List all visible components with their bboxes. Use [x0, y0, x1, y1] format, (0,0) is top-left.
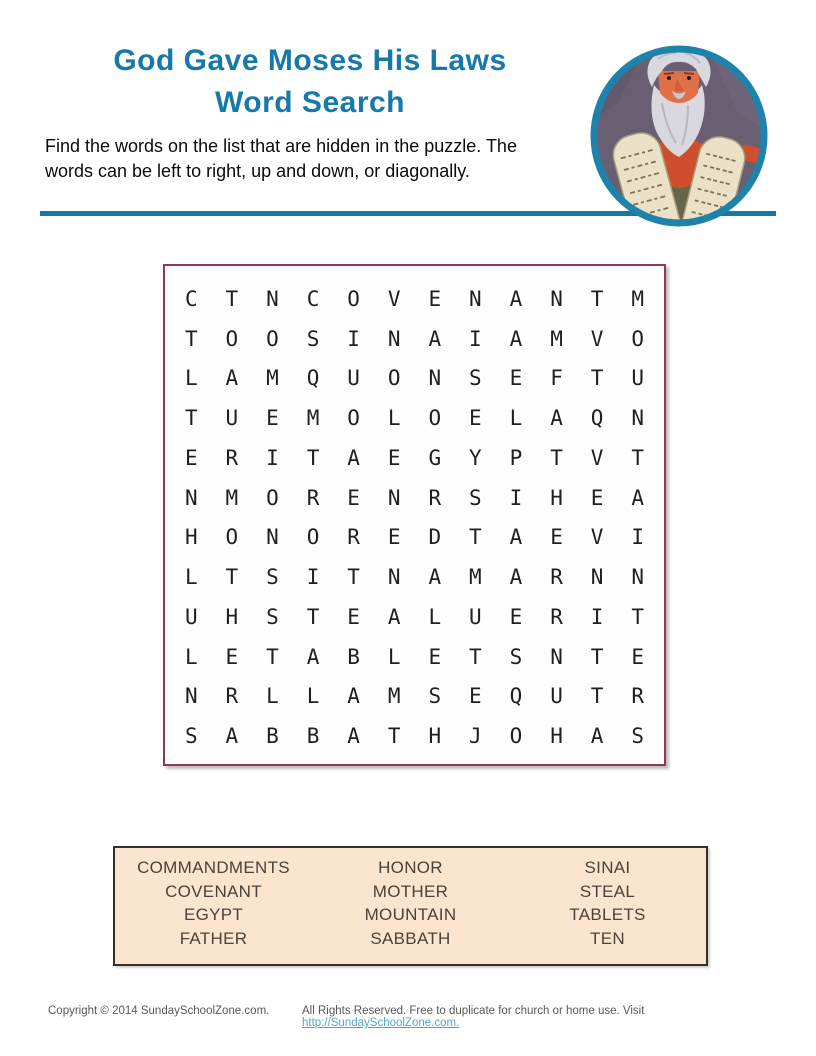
word-list-item: EGYPT	[183, 905, 244, 924]
grid-letter-r9c6: A	[387, 604, 401, 629]
word-column-2	[312, 856, 509, 950]
grid-letter-r8c11: N	[590, 565, 604, 590]
grid-letter-r3c7: N	[428, 366, 442, 391]
page-title	[0, 40, 620, 124]
grid-letter-r9c10: R	[550, 604, 563, 629]
grid-letter-r6c11: E	[590, 485, 604, 510]
grid-letter-r7c2: O	[225, 525, 239, 550]
grid-letter-r2c1: T	[184, 326, 198, 351]
word-list-item: SABBATH	[370, 928, 451, 948]
grid-letter-r3c10: F	[550, 366, 563, 391]
grid-letter-r3c2: A	[225, 366, 239, 391]
grid-letter-r2c8: I	[469, 326, 482, 351]
grid-letter-r6c8: S	[469, 485, 482, 510]
grid-letter-r3c1: L	[184, 366, 198, 391]
grid-letter-r11c8: E	[469, 684, 482, 709]
grid-letter-r3c11: T	[590, 366, 604, 391]
grid-letter-r9c7: L	[428, 604, 442, 629]
grid-letter-r8c8: M	[469, 565, 482, 590]
grid-letter-r3c6: O	[387, 366, 401, 391]
grid-letter-r4c6: L	[387, 406, 401, 431]
grid-letter-r6c1: N	[184, 485, 198, 510]
grid-letter-r12c2: A	[225, 724, 239, 749]
grid-letter-r9c9: E	[509, 604, 523, 629]
grid-letter-r12c6: T	[387, 724, 401, 749]
grid-letter-r2c7: A	[428, 326, 442, 351]
grid-letter-r8c7: A	[428, 565, 442, 590]
grid-letter-r8c3: S	[266, 565, 279, 590]
grid-letter-r5c1: E	[184, 445, 198, 470]
word-list-item: SINAI	[584, 858, 631, 877]
grid-letter-r9c11: I	[590, 604, 604, 629]
grid-letter-r5c7: G	[428, 445, 442, 470]
grid-letter-r12c4: B	[306, 724, 320, 749]
grid-letter-r7c10: E	[550, 525, 563, 550]
grid-letter-r1c11: T	[590, 286, 604, 311]
grid-letter-r9c2: H	[225, 604, 239, 629]
grid-letter-r11c12: R	[631, 684, 645, 709]
grid-letter-r12c10: H	[550, 724, 563, 749]
grid-letter-r1c1: C	[184, 286, 198, 311]
grid-letter-r1c8: N	[469, 286, 482, 311]
grid-letter-r6c4: R	[306, 485, 320, 510]
grid-letter-r12c7: H	[428, 724, 442, 749]
grid-letter-r11c3: L	[266, 684, 279, 709]
grid-letter-r5c2: R	[225, 445, 239, 470]
grid-letter-r1c4: C	[306, 286, 320, 311]
grid-letter-r5c5: A	[347, 445, 360, 470]
grid-letter-r5c8: Y	[469, 445, 482, 470]
grid-letter-r12c5: A	[347, 724, 360, 749]
grid-letter-r10c12: E	[631, 644, 645, 669]
word-list-item: COMMANDMENTS	[137, 858, 290, 877]
grid-letter-r12c12: S	[631, 724, 645, 749]
grid-letter-r9c4: T	[306, 604, 320, 629]
grid-letter-r3c12: U	[631, 366, 645, 391]
grid-letter-r2c10: M	[550, 326, 563, 351]
grid-letter-r9c8: U	[469, 604, 482, 629]
grid-letter-r12c1: S	[184, 724, 198, 749]
grid-letter-r5c4: T	[306, 445, 320, 470]
instructions-line1: Find the words on the list that are hidden in the puzzle. The	[45, 136, 517, 156]
grid-letter-r3c3: M	[266, 366, 279, 391]
instructions-text	[45, 134, 585, 184]
grid-letter-r4c11: Q	[590, 406, 604, 431]
grid-letter-r4c4: M	[306, 406, 320, 431]
word-list-item: MOUNTAIN	[364, 905, 457, 924]
grid-letter-r3c8: S	[469, 366, 482, 391]
grid-letter-r1c3: N	[266, 286, 279, 311]
sundayschoolzone-link[interactable]: http://SundaySchoolZone.com.	[302, 1017, 460, 1029]
grid-letter-r9c12: T	[631, 604, 645, 629]
word-list-box	[113, 846, 708, 966]
grid-letter-r6c6: N	[387, 485, 401, 510]
grid-letter-r5c12: T	[631, 445, 645, 470]
grid-letter-r1c9: A	[509, 286, 523, 311]
grid-letter-r11c11: T	[590, 684, 604, 709]
grid-letter-r10c11: T	[590, 644, 604, 669]
grid-letter-r7c6: E	[387, 525, 401, 550]
grid-letter-r5c11: V	[590, 445, 604, 470]
grid-letter-r10c8: T	[469, 644, 482, 669]
grid-letter-r1c6: V	[387, 286, 401, 311]
grid-letter-r3c4: Q	[306, 366, 320, 391]
grid-letter-r2c5: I	[347, 326, 360, 351]
grid-letter-r6c9: I	[509, 485, 523, 510]
grid-letter-r4c10: A	[550, 406, 563, 431]
word-list-item: FATHER	[179, 928, 248, 948]
moses-illustration	[588, 43, 770, 229]
grid-letter-r11c9: Q	[509, 684, 523, 709]
grid-letter-r8c2: T	[225, 565, 239, 590]
grid-letter-r4c2: U	[225, 406, 239, 431]
grid-letter-r7c3: N	[266, 525, 279, 550]
grid-letter-r10c10: N	[550, 644, 563, 669]
grid-letter-r7c9: A	[509, 525, 523, 550]
grid-letter-r8c1: L	[184, 565, 198, 590]
grid-letter-r1c10: N	[550, 286, 563, 311]
grid-letter-r2c6: N	[387, 326, 401, 351]
word-column-3	[509, 856, 706, 950]
grid-letter-r6c7: R	[428, 485, 442, 510]
grid-letter-r2c3: O	[266, 326, 279, 351]
grid-letter-r6c2: M	[225, 485, 239, 510]
grid-letter-r2c2: O	[225, 326, 239, 351]
grid-letter-r12c11: A	[590, 724, 604, 749]
grid-letter-r10c4: A	[306, 644, 320, 669]
grid-letter-r7c11: V	[590, 525, 604, 550]
grid-letter-r3c5: U	[347, 366, 360, 391]
grid-letter-r1c2: T	[225, 286, 239, 311]
moses-with-tablets-icon	[588, 43, 770, 229]
grid-letter-r11c1: N	[184, 684, 198, 709]
grid-letter-r11c6: M	[387, 684, 401, 709]
grid-letter-r11c10: U	[550, 684, 563, 709]
grid-letter-r9c5: E	[347, 604, 360, 629]
grid-letter-r12c9: O	[509, 724, 523, 749]
grid-letter-r3c9: E	[509, 366, 523, 391]
rights-statement: All Rights Reserved. Free to duplicate for church or home use. Visit	[302, 1005, 645, 1017]
grid-letter-r9c3: S	[266, 604, 279, 629]
grid-letter-r1c12: M	[631, 286, 645, 311]
grid-letter-r10c1: L	[184, 644, 198, 669]
grid-letter-r2c9: A	[509, 326, 523, 351]
grid-letter-r6c12: A	[631, 485, 645, 510]
grid-letter-r8c4: I	[306, 565, 320, 590]
word-list-item: MOTHER	[372, 881, 449, 901]
grid-letter-r11c5: A	[347, 684, 360, 709]
grid-letter-r8c12: N	[631, 565, 645, 590]
grid-letter-r7c1: H	[184, 525, 198, 550]
page-title-line1: God Gave Moses His Laws	[113, 44, 507, 77]
grid-letter-r4c7: O	[428, 406, 442, 431]
copyright-text: Copyright © 2014 SundaySchoolZone.com.	[48, 1005, 270, 1017]
grid-letter-r7c12: I	[631, 525, 645, 550]
grid-letter-r7c7: D	[428, 525, 442, 550]
grid-letter-r7c4: O	[306, 525, 320, 550]
grid-letter-r1c7: E	[428, 286, 442, 311]
grid-letter-r4c8: E	[469, 406, 482, 431]
puzzle-grid-letters	[165, 266, 664, 764]
grid-letter-r8c10: R	[550, 565, 563, 590]
grid-letter-r8c6: N	[387, 565, 401, 590]
word-search-grid	[163, 264, 666, 766]
grid-letter-r10c3: T	[266, 644, 279, 669]
grid-letter-r12c3: B	[266, 724, 279, 749]
grid-letter-r4c1: T	[184, 406, 198, 431]
grid-letter-r11c2: R	[225, 684, 239, 709]
grid-letter-r9c1: U	[184, 604, 198, 629]
grid-letter-r11c4: L	[306, 684, 320, 709]
word-list-columns	[115, 848, 706, 950]
grid-letter-r5c6: E	[387, 445, 401, 470]
grid-letter-r4c3: E	[266, 406, 279, 431]
grid-letter-r2c12: O	[631, 326, 645, 351]
grid-letter-r4c9: L	[509, 406, 523, 431]
grid-letter-r7c8: T	[469, 525, 482, 550]
grid-letter-r5c10: T	[550, 445, 563, 470]
grid-letter-r6c10: H	[550, 485, 563, 510]
word-list-item: TEN	[590, 928, 625, 948]
grid-letter-r4c5: O	[347, 406, 360, 431]
grid-letter-r12c8: J	[469, 724, 482, 749]
word-list-item: COVENANT	[165, 881, 262, 901]
grid-letter-r11c7: S	[428, 684, 442, 709]
rights-text	[302, 1005, 802, 1029]
grid-letter-r10c7: E	[428, 644, 442, 669]
grid-letter-r2c4: S	[306, 326, 320, 351]
page-title-line2: Word Search	[215, 86, 405, 119]
grid-letter-r10c2: E	[225, 644, 239, 669]
word-column-1	[115, 856, 312, 950]
word-list-item: HONOR	[378, 858, 443, 877]
grid-letter-r8c9: A	[509, 565, 523, 590]
grid-letter-r6c5: E	[347, 485, 360, 510]
instructions-line2: words can be left to right, up and down, or diagonally.	[45, 161, 470, 181]
grid-letter-r10c5: B	[347, 644, 360, 669]
grid-letter-r10c6: L	[387, 644, 401, 669]
grid-letter-r1c5: O	[347, 286, 360, 311]
word-list-item: STEAL	[579, 881, 636, 901]
word-list-item: TABLETS	[569, 905, 646, 924]
grid-letter-r5c3: I	[266, 445, 279, 470]
grid-letter-r4c12: N	[631, 406, 645, 431]
grid-letter-r10c9: S	[509, 644, 523, 669]
grid-letter-r5c9: P	[509, 445, 523, 470]
grid-letter-r8c5: T	[347, 565, 360, 590]
grid-letter-r2c11: V	[590, 326, 604, 351]
grid-letter-r7c5: R	[347, 525, 360, 550]
grid-letter-r6c3: O	[266, 485, 279, 510]
